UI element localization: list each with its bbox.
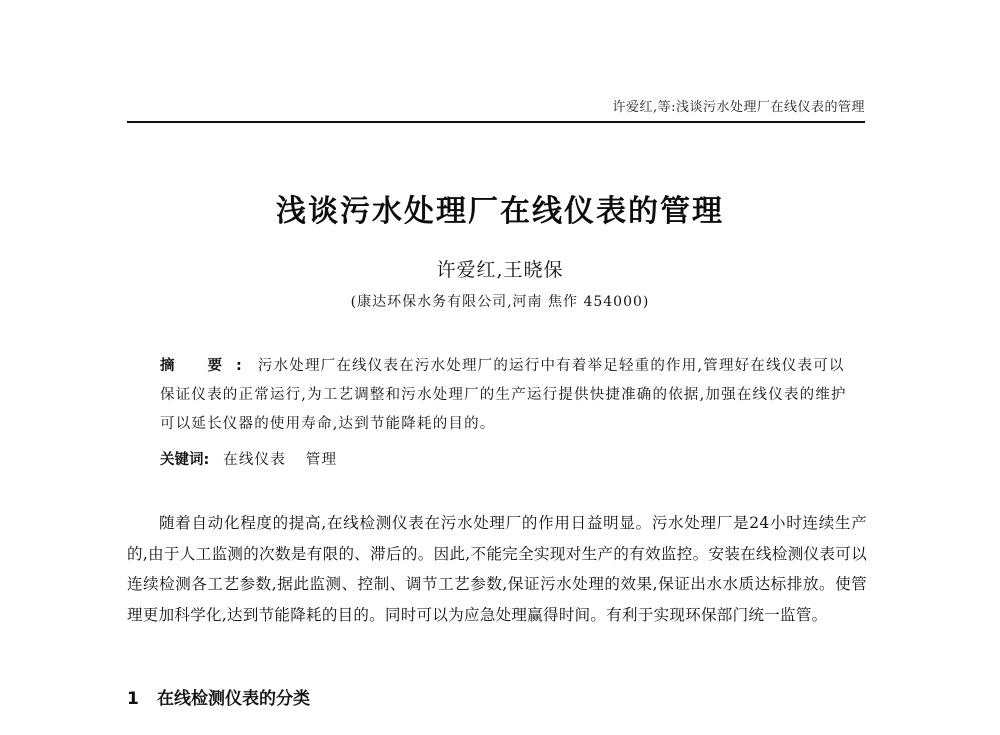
- paper-title: 浅谈污水处理厂在线仪表的管理: [276, 194, 724, 229]
- abstract-text: 污水处理厂在线仪表在污水处理厂的运行中有着举足轻重的作用,管理好在线仪表可以保证仪表的正常运行,为工艺调整和污水处理厂的生产运行提供快捷准确的依据,加强在线仪表的维护可以延长仪器的使用寿命,达到节能降耗的目的。: [160, 358, 847, 432]
- keywords-label: 关键词:: [160, 452, 210, 468]
- section-title: 在线检测仪表的分类: [157, 689, 310, 709]
- header-rule: [127, 121, 865, 123]
- section-number: 1: [127, 689, 139, 709]
- keyword-item: 在线仪表: [223, 452, 286, 468]
- affiliation: (康达环保水务有限公司,河南 焦作 454000): [350, 294, 650, 310]
- section-heading: [127, 684, 310, 709]
- keyword-item: 管理: [305, 452, 338, 468]
- abstract: [160, 352, 850, 439]
- running-header: 许爱红,等:浅谈污水处理厂在线仪表的管理: [612, 100, 865, 115]
- keywords: [160, 448, 850, 469]
- authors: 许爱红,王晓保: [436, 259, 564, 281]
- abstract-label: 摘 要:: [160, 358, 256, 374]
- body-paragraph: 随着自动化程度的提高,在线检测仪表在污水处理厂的作用日益明显。污水处理厂是24小时连续生产的,由于人工监测的次数是有限的、滞后的。因此,不能完全实现对生产的有效监控。安装在线检测仪表可以连续检测各工艺参数,据此监测、控制、调节工艺参数,保证污水处理的效果,保证出水水质达标排放。使管理更加科学化,达到节能降耗的目的。同时可以为应急处理赢得时间。有利于实现环保部门统一监管。: [127, 514, 867, 624]
